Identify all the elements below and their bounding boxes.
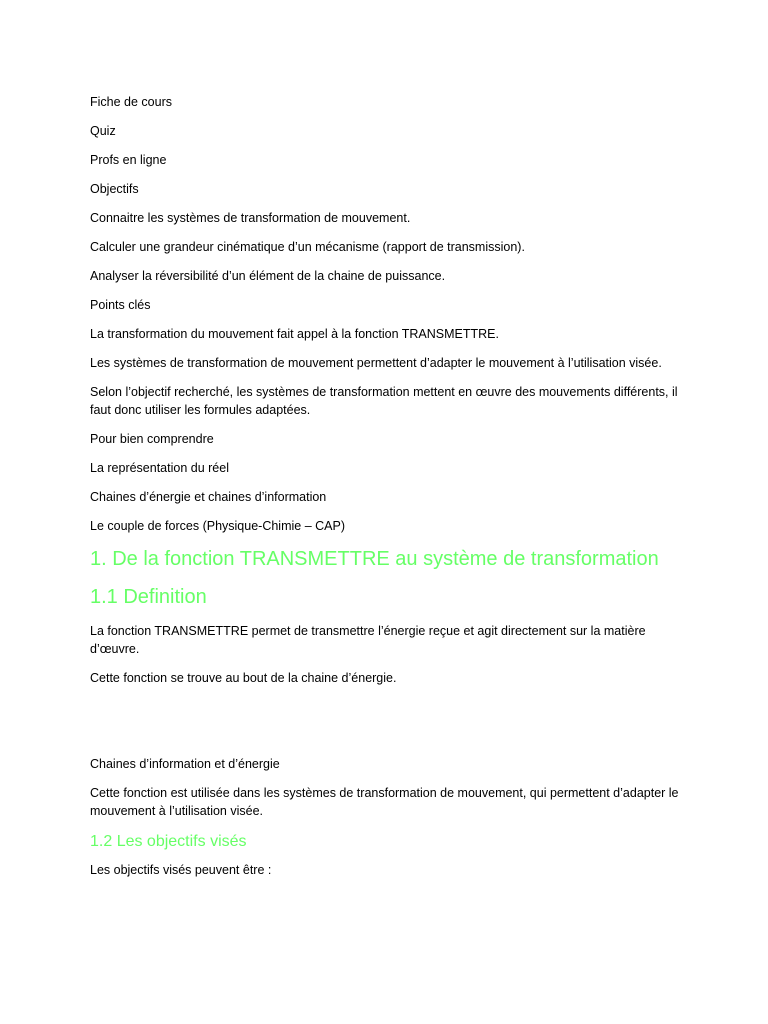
nav-link-profs[interactable]: Profs en ligne <box>90 153 167 167</box>
definition-paragraph: Cette fonction est utilisée dans les systèmes de transformation de mouvement, qui permettent d’adapter le mouvement à l’utilisation visée. <box>90 786 679 818</box>
definition-paragraph: La fonction TRANSMETTRE permet de transmettre l’énergie reçue et agit directement sur la matière d’œuvre. <box>90 624 646 656</box>
document-page <box>90 93 690 890</box>
objectif-item: Connaitre les systèmes de transformation de mouvement. <box>90 211 411 225</box>
points-cles-heading: Points clés <box>90 298 151 312</box>
link-representation-reel[interactable]: La représentation du réel <box>90 461 229 475</box>
figure-caption: Chaines d’information et d’énergie <box>90 757 280 771</box>
objectif-item: Analyser la réversibilité d’un élément de la chaine de puissance. <box>90 269 446 283</box>
objectif-item: Calculer une grandeur cinématique d’un mécanisme (rapport de transmission). <box>90 240 525 254</box>
objectifs-vises-paragraph: Les objectifs visés peuvent être : <box>90 863 272 877</box>
image-placeholder <box>90 698 690 755</box>
section-1-2-title: 1.2 Les objectifs visés <box>90 833 247 850</box>
definition-paragraph: Cette fonction se trouve au bout de la chaine d’énergie. <box>90 671 397 685</box>
pour-bien-comprendre-heading: Pour bien comprendre <box>90 432 214 446</box>
nav-link-fiche[interactable]: Fiche de cours <box>90 95 172 109</box>
nav-link-quiz[interactable]: Quiz <box>90 124 116 138</box>
section-1-title: 1. De la fonction TRANSMETTRE au système de transformation <box>90 548 659 570</box>
point-cle-item: La transformation du mouvement fait appel à la fonction TRANSMETTRE. <box>90 327 499 341</box>
objectifs-heading: Objectifs <box>90 182 139 196</box>
link-couple-forces[interactable]: Le couple de forces (Physique-Chimie – CAP) <box>90 519 345 533</box>
link-chaines-energie[interactable]: Chaines d’énergie et chaines d’information <box>90 490 327 504</box>
point-cle-item: Selon l’objectif recherché, les systèmes de transformation mettent en œuvre des mouvements différents, il faut donc utiliser les formules adaptées. <box>90 385 678 417</box>
point-cle-item: Les systèmes de transformation de mouvement permettent d’adapter le mouvement à l’utilisation visée. <box>90 356 662 370</box>
section-1-1-title: 1.1 Definition <box>90 586 207 608</box>
